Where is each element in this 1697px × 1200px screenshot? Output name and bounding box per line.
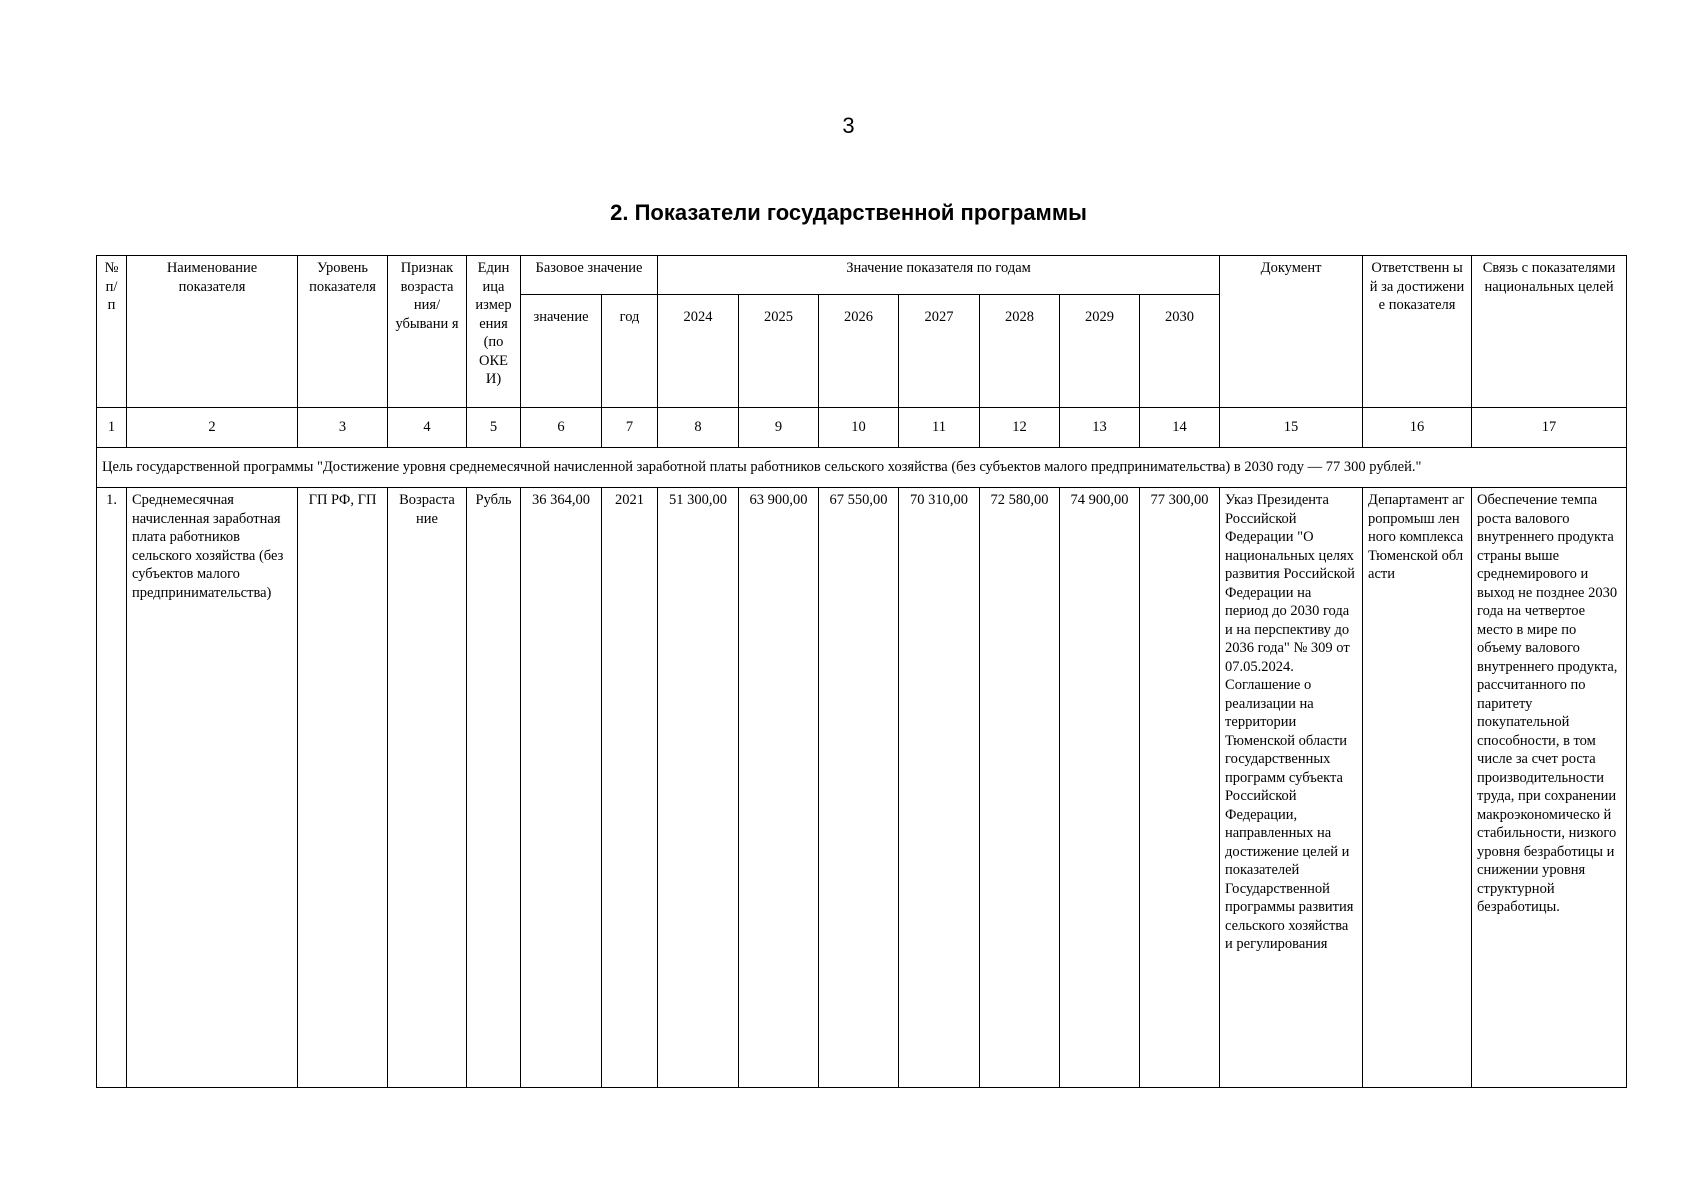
header-year: 2027 [899,295,980,408]
header-year: 2028 [980,295,1060,408]
header-national-goals-link: Связь с показателями национальных целей [1472,256,1627,408]
header-base-value-value: значение [521,295,602,408]
column-number: 3 [298,408,388,448]
header-year: 2030 [1140,295,1220,408]
column-number: 7 [602,408,658,448]
header-values-by-year: Значение показателя по годам [658,256,1220,295]
header-year: 2025 [739,295,819,408]
header-year: 2029 [1060,295,1140,408]
column-number: 11 [899,408,980,448]
table-header-row [97,256,1627,295]
document-reference: Указ Президента Российской Федерации "О национальных целях развития Российской Федерации на период до 2030 года и на перспективу до 2036 года" № 309 от 07.05.2024. Соглашение о реализации на территории Тюменской области государственных программ субъекта Российской Федерации, направленных на достижение целей и показателей Государственной программы развития сельского хозяйства и регулирования [1220,488,1363,1088]
page-number: 3 [842,113,855,138]
header-number: № п/п [97,256,127,408]
column-number: 2 [127,408,298,448]
header-indicator-name: Наименование показателя [127,256,298,408]
indicator-name: Среднемесячная начисленная заработная плата работников сельского хозяйства (без субъектов малого предпринимательства) [127,488,298,1088]
header-base-value-year: год [602,295,658,408]
header-unit: Един ица измер ения (по ОКЕ И) [467,256,521,408]
column-number: 10 [819,408,899,448]
value-2024: 51 300,00 [658,488,739,1088]
header-year: 2026 [819,295,899,408]
goal-row [97,448,1627,488]
value-2027: 70 310,00 [899,488,980,1088]
indicators-table [96,255,1627,1088]
header-year: 2024 [658,295,739,408]
row-number: 1. [97,488,127,1088]
value-2025: 63 900,00 [739,488,819,1088]
header-base-value: Базовое значение [521,256,658,295]
column-number: 15 [1220,408,1363,448]
base-value: 36 364,00 [521,488,602,1088]
unit: Рубль [467,488,521,1088]
column-number: 8 [658,408,739,448]
header-document: Документ [1220,256,1363,408]
column-number: 13 [1060,408,1140,448]
responsible-department: Департамент агропромыш ленного комплекса Тюменской области [1363,488,1472,1088]
column-numbers-row [97,408,1627,448]
column-number: 5 [467,408,521,448]
column-number: 4 [388,408,467,448]
header-responsible: Ответственн ый за достижение показателя [1363,256,1472,408]
value-2029: 74 900,00 [1060,488,1140,1088]
indicator-level: ГП РФ, ГП [298,488,388,1088]
program-goal-text: Цель государственной программы "Достижение уровня среднемесячной начисленной заработной платы работников сельского хозяйства (без субъектов малого предпринимательства) в 2030 году — 77 300 рублей." [97,448,1627,488]
base-year: 2021 [602,488,658,1088]
column-number: 1 [97,408,127,448]
column-number: 14 [1140,408,1220,448]
value-2030: 77 300,00 [1140,488,1220,1088]
column-number: 9 [739,408,819,448]
section-title: 2. Показатели государственной программы [610,200,1087,225]
table-row [97,488,1627,1088]
header-indicator-level: Уровень показателя [298,256,388,408]
national-goals-link: Обеспечение темпа роста валового внутреннего продукта страны выше среднемирового и выход не позднее 2030 года на четвертое место в мире по объему валового внутреннего продукта, рассчитанного по паритету покупательной способности, в том числе за счет роста производительности труда, при сохранении макроэкономическо й стабильности, низкого уровня безработицы и снижении уровня структурной безработицы. [1472,488,1627,1088]
column-number: 6 [521,408,602,448]
header-growth-sign: Признак возраста ния/ убывани я [388,256,467,408]
value-2028: 72 580,00 [980,488,1060,1088]
column-number: 12 [980,408,1060,448]
growth-sign: Возраста ние [388,488,467,1088]
value-2026: 67 550,00 [819,488,899,1088]
column-number: 16 [1363,408,1472,448]
column-number: 17 [1472,408,1627,448]
